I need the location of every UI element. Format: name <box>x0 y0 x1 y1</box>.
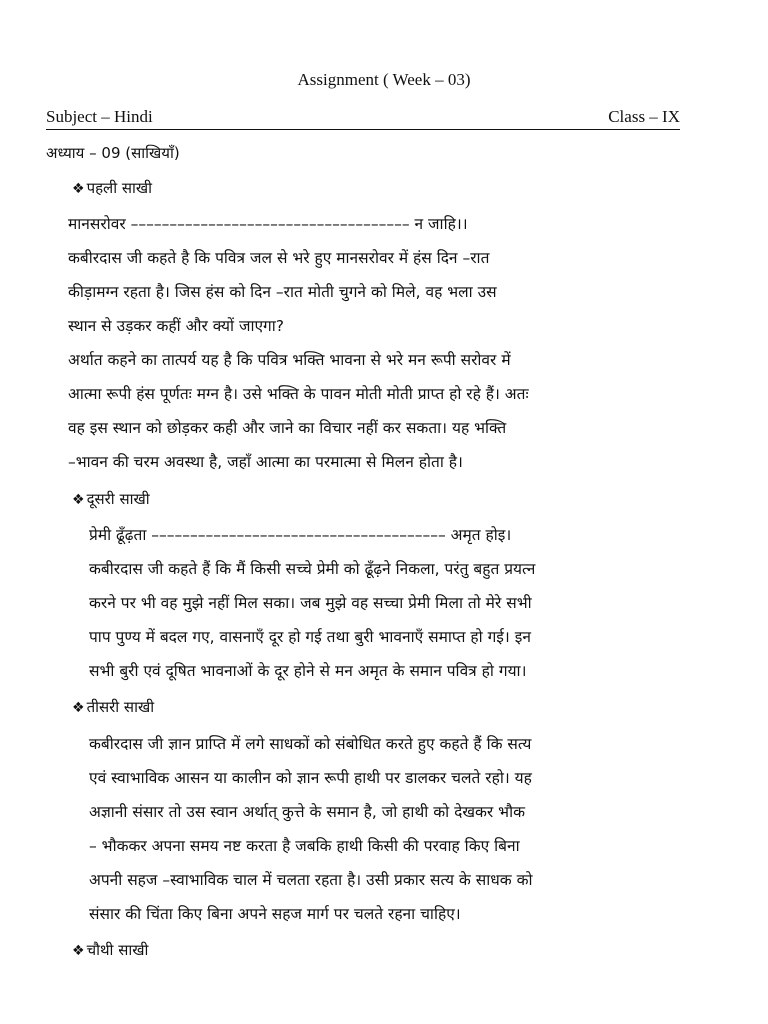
diamond-bullet-icon: ❖ <box>72 181 85 197</box>
subject-label: Subject – Hindi <box>46 107 153 126</box>
section-heading-text: पहली साखी <box>86 179 153 197</box>
diamond-bullet-icon: ❖ <box>72 492 85 508</box>
text-line: कबीरदास जी कहते है कि पवित्र जल से भरे हुए मानसरोवर में हंस दिन –रात <box>68 249 490 267</box>
text-line: मानसरोवर –––––––––––––––––––––––––––––––––––– न जाहि।। <box>68 215 468 233</box>
text-line: स्थान से उड़कर कहीं और क्यों जाएगा? <box>68 317 285 335</box>
text-line: आत्मा रूपी हंस पूर्णतः मग्न है। उसे भक्ति के पावन मोती मोती प्राप्त हो रहे हैं। अतः <box>68 385 529 403</box>
text-line: कबीरदास जी कहते हैं कि मैं किसी सच्चे प्रेमी को ढूँढ़ने निकला, परंतु बहुत प्रयत्न <box>89 560 536 578</box>
diamond-bullet-icon: ❖ <box>72 943 85 959</box>
text-line: अर्थात कहने का तात्पर्य यह है कि पवित्र भक्ति भावना से भरे मन रूपी सरोवर में <box>68 351 511 369</box>
chapter-heading: अध्याय – 09 (साखियाँ) <box>46 144 180 162</box>
section-heading-text: तीसरी साखी <box>86 698 155 716</box>
section-heading-text: दूसरी साखी <box>86 490 150 508</box>
text-line: प्रेमी ढूँढ़ता –––––––––––––––––––––––––––––––––––––– अमृत होइ। <box>89 526 512 544</box>
text-line: करने पर भी वह मुझे नहीं मिल सका। जब मुझे वह सच्चा प्रेमी मिला तो मेरे सभी <box>89 594 532 612</box>
section-heading-3 <box>72 697 154 717</box>
text-line: कीड़ामग्न रहता है। जिस हंस को दिन –रात मोती चुगने को मिले, वह भला उस <box>68 283 497 301</box>
class-label: Class – IX <box>608 107 680 126</box>
assignment-title: Assignment ( Week – 03) <box>297 70 471 89</box>
text-line: एवं स्वाभाविक आसन या कालीन को ज्ञान रूपी हाथी पर डालकर चलते रहो। यह <box>89 769 532 787</box>
section-heading-4 <box>72 940 148 960</box>
text-line: – भौककर अपना समय नष्ट करता है जबकि हाथी किसी की परवाह किए बिना <box>89 837 520 855</box>
text-line: पाप पुण्य में बदल गए, वासनाएँ दूर हो गई तथा बुरी भावनाएँ समाप्त हो गई। इन <box>89 628 531 646</box>
section-heading-text: चौथी साखी <box>86 941 149 959</box>
diamond-bullet-icon: ❖ <box>72 700 85 716</box>
subject-class-row <box>46 107 680 130</box>
text-line: वह इस स्थान को छोड़कर कही और जाने का विचार नहीं कर सकता। यह भक्ति <box>68 419 507 437</box>
section-heading-1 <box>72 178 152 198</box>
text-line: सभी बुरी एवं दूषित भावनाओं के दूर होने से मन अमृत के समान पवित्र हो गया। <box>89 662 527 680</box>
text-line: अपनी सहज –स्वाभाविक चाल में चलता रहता है। उसी प्रकार सत्य के साधक को <box>89 871 533 889</box>
section-heading-2 <box>72 489 150 509</box>
text-line: कबीरदास जी ज्ञान प्राप्ति में लगे साधकों को संबोधित करते हुए कहते हैं कि सत्य <box>89 735 532 753</box>
text-line: –भावन की चरम अवस्था है, जहाँ आत्मा का परमात्मा से मिलन होता है। <box>68 453 463 471</box>
text-line: संसार की चिंता किए बिना अपने सहज मार्ग पर चलते रहना चाहिए। <box>89 905 461 923</box>
text-line: अज्ञानी संसार तो उस स्वान अर्थात् कुत्ते के समान है, जो हाथी को देखकर भौक <box>89 803 525 821</box>
